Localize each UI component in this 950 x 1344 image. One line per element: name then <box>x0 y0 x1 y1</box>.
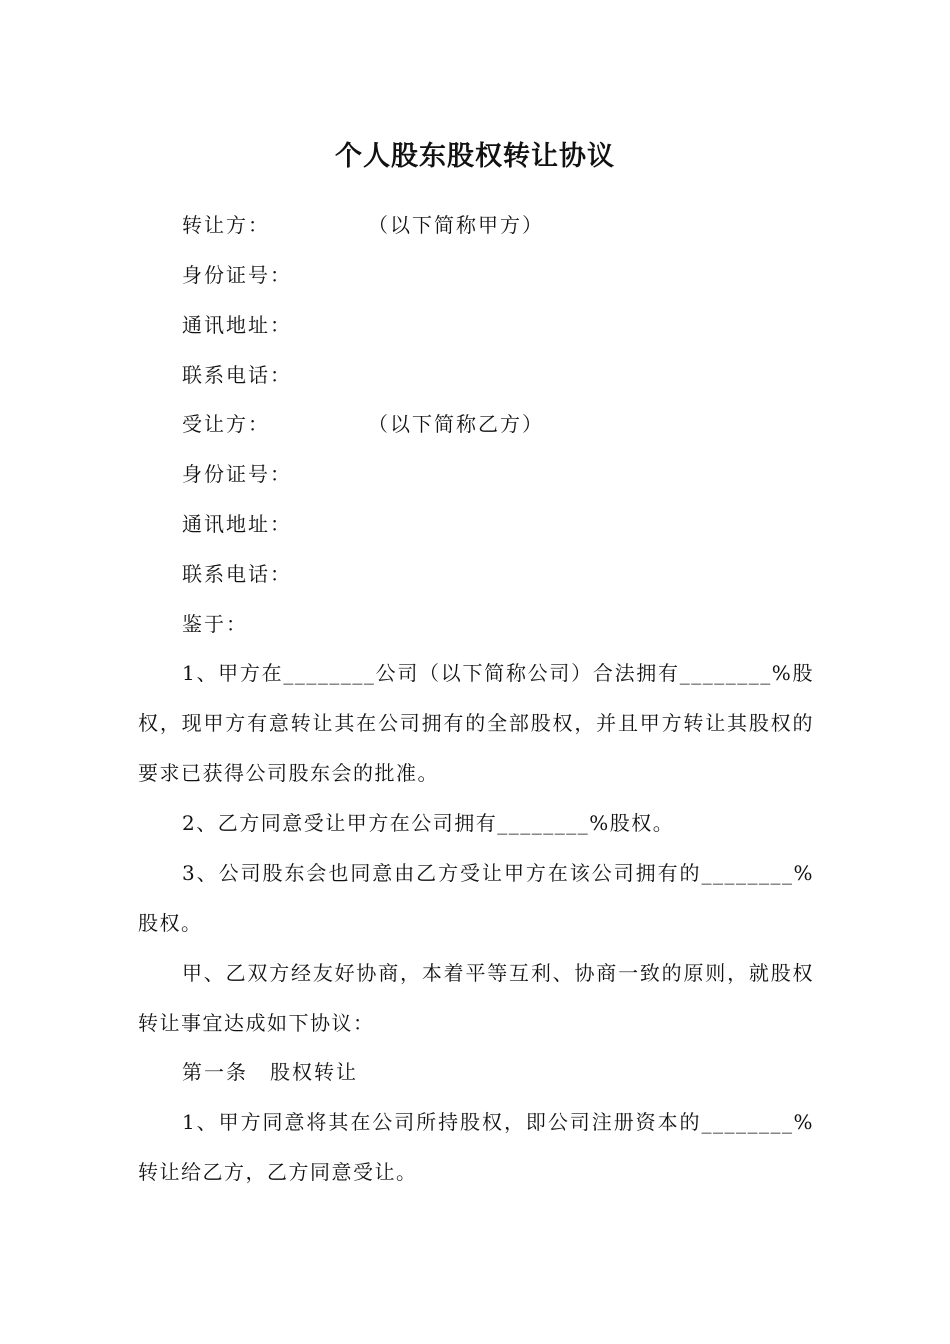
transferor-address-label: 通讯地址： <box>182 313 292 337</box>
transferor-label: 转让方： <box>182 213 270 237</box>
document-title: 个人股东股权转让协议 <box>335 141 615 172</box>
transferee-label: 受让方： <box>182 412 270 436</box>
transferor-phone-label: 联系电话： <box>182 363 292 387</box>
clause-1: 1、甲方在________公司（以下简称公司）合法拥有________%股权，现甲方有意转让其在公司拥有的全部股权，并且甲方转让其股权的要求已获得公司股东会的批准。 <box>138 661 814 785</box>
article-1-heading: 第一条 股权转让 <box>182 1060 358 1084</box>
agreement-paragraph: 甲、乙双方经友好协商，本着平等互利、协商一致的原则，就股权转让事宜达成如下协议： <box>138 961 814 1035</box>
transferee-phone-label: 联系电话： <box>182 562 292 586</box>
transferee-note: （以下简称乙方） <box>368 412 544 436</box>
transferee-id-label: 身份证号： <box>182 462 292 486</box>
transferor-id-label: 身份证号： <box>182 263 292 287</box>
clause-2: 2、乙方同意受让甲方在公司拥有________%股权。 <box>182 811 675 835</box>
whereas-label: 鉴于： <box>182 612 248 636</box>
transferor-note: （以下简称甲方） <box>368 213 544 237</box>
article-1-item-1: 1、甲方同意将其在公司所持股权，即公司注册资本的________%转让给乙方，乙方同意受让。 <box>138 1110 814 1184</box>
transferee-address-label: 通讯地址： <box>182 512 292 536</box>
clause-3: 3、公司股东会也同意由乙方受让甲方在该公司拥有的________%股权。 <box>138 861 814 935</box>
